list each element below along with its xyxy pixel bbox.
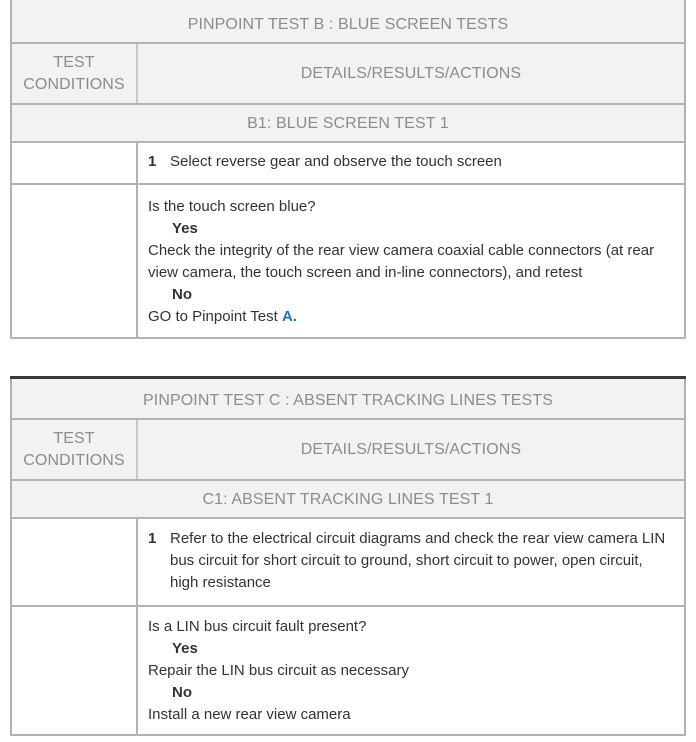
table-b-step-number: 1 xyxy=(148,153,157,170)
pinpoint-test-a-link[interactable]: A. xyxy=(281,308,297,325)
table-b-no-action-text: GO to Pinpoint Test xyxy=(148,308,278,325)
table-b-row-step1-condition xyxy=(12,143,138,183)
pinpoint-test-c-table xyxy=(10,376,686,736)
table-c-col-details: DETAILS/RESULTS/ACTIONS xyxy=(300,440,522,458)
table-c-title: PINPOINT TEST C : ABSENT TRACKING LINES TESTS xyxy=(12,376,684,420)
table-c-subheader: C1: ABSENT TRACKING LINES TEST 1 xyxy=(12,481,684,519)
table-c-row-result-condition xyxy=(12,607,138,734)
table-c-step-text: Refer to the electrical circuit diagrams and check the rear view camera LIN bus circuit for short circuit to ground, short circuit to power, open circuit, high resistance xyxy=(170,530,666,591)
table-b-yes-action: Check the integrity of the rear view camera coaxial cable connectors (at rear view camera, the touch screen and in-line connectors), and retest xyxy=(148,242,655,281)
table-c-yes-action: Repair the LIN bus circuit as necessary xyxy=(148,662,409,679)
table-b-title: PINPOINT TEST B : BLUE SCREEN TESTS xyxy=(12,0,684,44)
table-b-row-step1-details xyxy=(138,143,684,183)
table-b-step-text: Select reverse gear and observe the touch screen xyxy=(170,153,502,170)
table-c-row-step1-condition xyxy=(12,519,138,605)
table-b-row-result-details xyxy=(138,185,684,337)
table-b-row-result-condition xyxy=(12,185,138,337)
table-c-row-result-details xyxy=(138,607,684,734)
table-b-subheader: B1: BLUE SCREEN TEST 1 xyxy=(12,105,684,143)
table-c-column-headers xyxy=(12,420,684,481)
table-b-row-result xyxy=(12,183,684,337)
table-b-no-action xyxy=(148,306,674,328)
table-b-col-test-conditions: TEST CONDITIONS xyxy=(12,44,138,103)
table-c-no-action: Install a new rear view camera xyxy=(148,706,351,723)
table-c-top-border xyxy=(10,376,686,379)
table-b-no-label: No xyxy=(172,286,192,303)
table-c-row-result xyxy=(12,605,684,734)
table-b-column-headers xyxy=(12,44,684,105)
table-b-row-step1 xyxy=(12,143,684,183)
table-c-row-step1-details xyxy=(138,519,684,605)
table-c-no-label: No xyxy=(172,684,192,701)
table-b-question: Is the touch screen blue? xyxy=(148,198,316,215)
table-c-yes-label: Yes xyxy=(172,640,198,657)
table-c-col-test-conditions: TEST CONDITIONS xyxy=(12,420,138,479)
table-b-col-details: DETAILS/RESULTS/ACTIONS xyxy=(300,64,522,82)
table-c-row-step1 xyxy=(12,519,684,605)
pinpoint-test-b-table xyxy=(10,0,686,339)
table-b-yes-label: Yes xyxy=(172,220,198,237)
table-c-question: Is a LIN bus circuit fault present? xyxy=(148,618,367,635)
table-c-step-number: 1 xyxy=(148,530,157,547)
